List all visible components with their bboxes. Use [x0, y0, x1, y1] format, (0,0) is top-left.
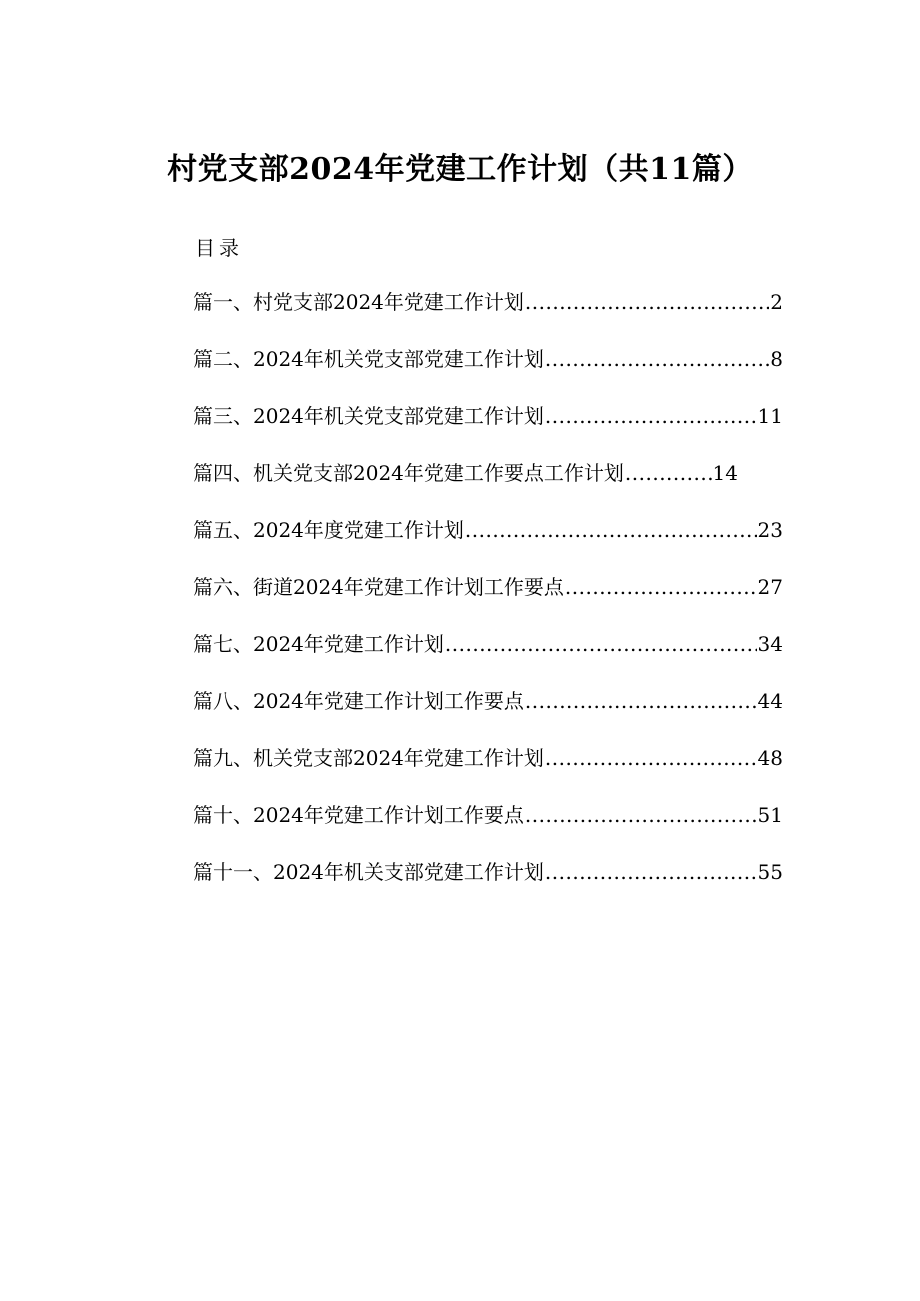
toc-entry-2[interactable]	[193, 341, 783, 398]
toc-entry-title: 篇二、2024年机关党支部党建工作计划	[193, 347, 544, 371]
toc-dot-leader	[625, 455, 712, 491]
toc-dot-leader	[545, 341, 769, 377]
toc-page-number: 34	[757, 632, 783, 656]
table-of-contents	[193, 284, 783, 911]
toc-entry-title: 篇八、2024年党建工作计划工作要点	[193, 689, 524, 713]
toc-entry-title: 篇六、街道2024年党建工作计划工作要点	[193, 575, 564, 599]
toc-dot-leader	[445, 626, 757, 662]
toc-entry-title: 篇七、2024年党建工作计划	[193, 632, 444, 656]
toc-entry-title: 篇一、村党支部2024年党建工作计划	[193, 290, 524, 314]
toc-dot-leader	[525, 797, 757, 833]
toc-dot-leader	[565, 569, 757, 605]
toc-dot-leader	[525, 683, 757, 719]
toc-page-number: 11	[757, 404, 783, 428]
toc-dot-leader	[545, 398, 757, 434]
toc-dot-leader	[545, 854, 757, 890]
toc-entry-7[interactable]	[193, 626, 783, 683]
toc-heading: 目录	[195, 236, 243, 260]
toc-entry-10[interactable]	[193, 797, 783, 854]
toc-entry-3[interactable]	[193, 398, 783, 455]
toc-page-number: 14	[712, 461, 738, 485]
toc-entry-8[interactable]	[193, 683, 783, 740]
toc-page-number: 23	[757, 518, 783, 542]
toc-entry-title: 篇三、2024年机关党支部党建工作计划	[193, 404, 544, 428]
toc-entry-title: 篇九、机关党支部2024年党建工作计划	[193, 746, 544, 770]
toc-entry-title: 篇四、机关党支部2024年党建工作要点工作计划	[193, 461, 624, 485]
toc-entry-9[interactable]	[193, 740, 783, 797]
toc-page-number: 27	[757, 575, 783, 599]
toc-entry-title: 篇五、2024年度党建工作计划	[193, 518, 464, 542]
toc-entry-5[interactable]	[193, 512, 783, 569]
toc-page-number: 48	[757, 746, 783, 770]
document-title: 村党支部2024年党建工作计划（共11篇）	[167, 152, 753, 187]
toc-entry-11[interactable]	[193, 854, 783, 911]
toc-page-number: 55	[757, 860, 783, 884]
toc-entry-4[interactable]	[193, 455, 738, 512]
toc-page-number: 51	[757, 803, 783, 827]
toc-entry-title: 篇十一、2024年机关支部党建工作计划	[193, 860, 544, 884]
toc-dot-leader	[525, 284, 769, 320]
toc-page-number: 2	[770, 290, 783, 314]
toc-dot-leader	[545, 740, 757, 776]
toc-page-number: 44	[757, 689, 783, 713]
toc-entry-title: 篇十、2024年党建工作计划工作要点	[193, 803, 524, 827]
toc-entry-1[interactable]	[193, 284, 783, 341]
toc-dot-leader	[465, 512, 757, 548]
toc-page-number: 8	[770, 347, 783, 371]
toc-entry-6[interactable]	[193, 569, 783, 626]
